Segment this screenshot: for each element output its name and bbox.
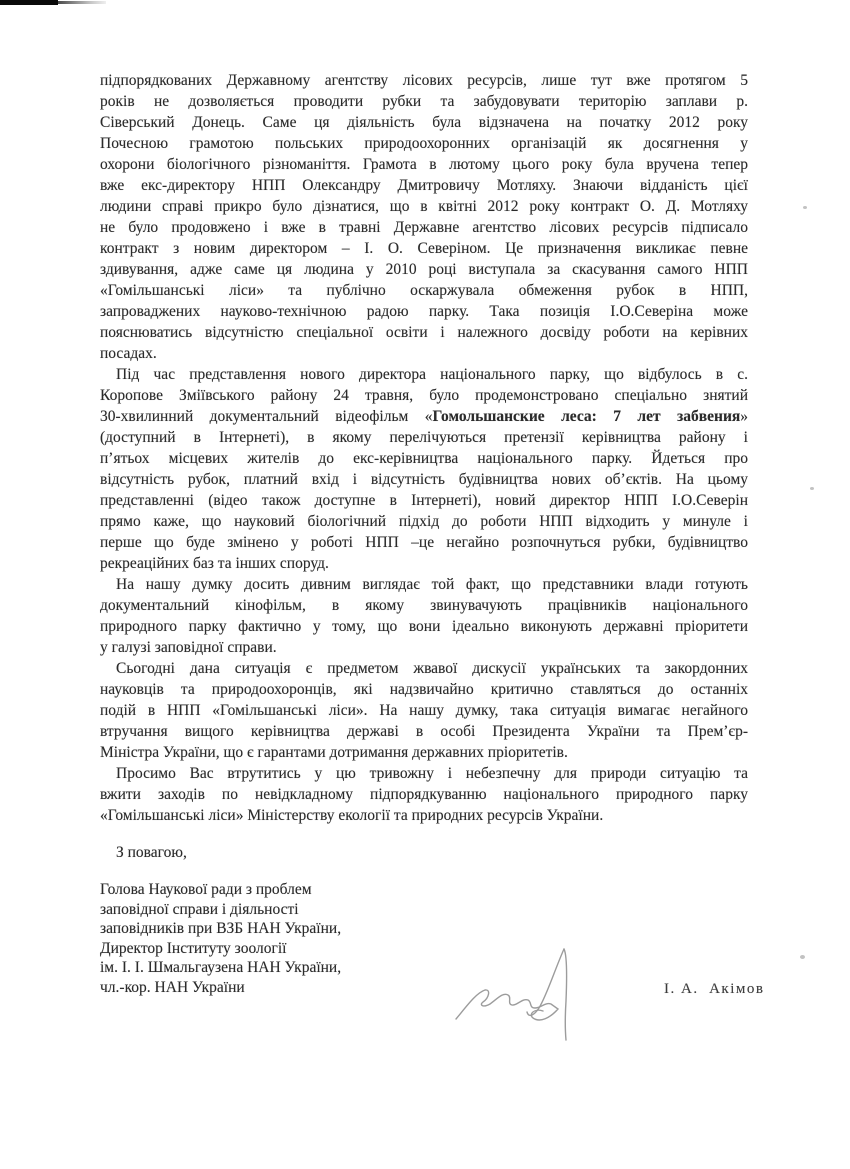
- signature-block-line: ім. І. І. Шмальгаузена НАН України,: [100, 959, 342, 976]
- text-line: перше що буде змінено у роботі НПП –це негайно розпочнуться рубки, будівництво: [100, 534, 748, 551]
- text-line: відсутність рубок, платний вхід і відсутність будівництва нових об’єктів. На цьому: [100, 471, 748, 488]
- text-line: контракт з новим директором – І. О. Северіном. Це призначення викликає певне: [100, 240, 748, 257]
- text-line: посадах.: [100, 345, 157, 362]
- text-line: документальний кінофільм, в якому звинувачують працівників національного: [100, 597, 748, 614]
- text-line: не було продовжено і вже в травні Державне агентство лісових ресурсів підписало: [100, 219, 748, 236]
- scan-speck: [800, 955, 805, 959]
- text-line: подій в НПП «Гомільшанські ліси». На нашу думку, така ситуація вимагає негайного: [100, 702, 748, 719]
- text-line: (доступний в Інтернеті), в якому перелічуються претензії керівництва району і: [100, 429, 748, 446]
- signature-block-line: Голова Наукової ради з проблем: [100, 881, 312, 898]
- text-line: представленні (відео також доступне в Інтернеті), новий директор НПП І.О.Северін: [100, 492, 748, 509]
- paragraph: [100, 574, 748, 658]
- text-line: Сіверський Донець. Саме ця діяльність була відзначена на початку 2012 року: [100, 114, 748, 131]
- signature-block-line: заповідної справи і діяльності: [100, 900, 299, 918]
- text-line: пояснюватись відсутністю спеціальної освіти і належного досвіду роботи на керівних: [100, 324, 748, 341]
- scan-artifact-mark: [0, 0, 58, 5]
- text-line: вжити заходів по невідкладному підпорядкуванню національного природного парку: [100, 786, 748, 803]
- text-line: прямо каже, що науковий біологічний підхід до роботи НПП відходить у минуле і: [100, 513, 748, 530]
- signatory-name: І. А. Акімов: [664, 981, 765, 997]
- text-line: втручання вищого керівництва державі в особі Президента України та Прем’єр-: [100, 723, 748, 740]
- text-line: науковців та природоохоронців, які надзвичайно критично ставляться до останніх: [100, 681, 748, 698]
- text-line: у галузі заповідної справи.: [100, 639, 277, 656]
- signature-block-line: заповідників при ВЗБ НАН України,: [100, 920, 342, 937]
- text-line: «Гомільшанські ліси» та публічно оскаржувала обмеження рубок в НПП,: [100, 282, 748, 299]
- text-line: вже екс-директору НПП Олександру Дмитровичу Мотляху. Знаючи відданість цієї: [100, 177, 748, 194]
- text-line: охорони біологічного різноманіття. Грамота в лютому цього року була вручена тепер: [100, 156, 748, 173]
- closing-salutation: З повагою,: [116, 844, 187, 861]
- paragraph: [100, 658, 748, 763]
- text-line: На нашу думку досить дивним виглядає той факт, що представники влади готують: [116, 576, 748, 593]
- text-line: п’ятьох місцевих жителів до екс-керівництва національного парку. Йдеться про: [100, 450, 748, 467]
- text-line: здивування, адже саме ця людина у 2010 році виступала за скасування самого НПП: [100, 261, 748, 278]
- handwritten-signature: [452, 945, 592, 1045]
- text-line: Міністра України, що є гарантами дотримання державних пріоритетів.: [100, 744, 568, 761]
- signature-block-line: Директор Інституту зоології: [100, 939, 287, 957]
- scan-artifact-fade: [58, 1, 106, 4]
- text-line: запроваджених науково-технічною радою парку. Така позиція І.О.Северіна може: [100, 303, 748, 320]
- text-line: Під час представлення нового директора національного парку, що відбулось в с.: [116, 366, 748, 383]
- signature-block-line: чл.-кор. НАН України: [100, 978, 245, 996]
- text-line: підпорядкованих Державному агентству лісових ресурсів, лише тут вже протягом 5: [100, 72, 748, 89]
- letter-region: [100, 70, 748, 997]
- text-line: 30-хвилинний документальний відеофільм «Гомольшанские леса: 7 лет забвения»: [100, 408, 749, 425]
- text-line: Коропове Зміївського району 24 травня, було продемонстровано спеціально знятий: [100, 387, 748, 404]
- paragraph: [100, 364, 748, 574]
- text-line: Почесною грамотою польських природоохоронних організацій як досягнення у: [100, 135, 748, 152]
- scan-speck: [803, 206, 807, 209]
- text-line: років не дозволяється проводити рубки та забудовувати територію заплави р.: [100, 93, 748, 110]
- paragraph: [100, 70, 748, 364]
- signature-block: [100, 880, 748, 997]
- text-line: «Гомільшанські ліси» Міністерству екології та природних ресурсів України.: [100, 807, 604, 824]
- paragraph: [100, 763, 748, 826]
- scan-speck: [810, 487, 814, 490]
- text-line: рекреаційних баз та інших споруд.: [100, 555, 329, 572]
- letter-body: [100, 70, 748, 826]
- text-line: природного парку фактично у тому, що вони ідеально виконують державні пріоритети: [100, 618, 748, 635]
- text-line: людини справі прикро було дізнатися, що в квітні 2012 року контракт О. Д. Мотляху: [100, 198, 748, 215]
- text-line: Сьогодні дана ситуація є предметом жвавої дискусії українських та закордонних: [116, 660, 748, 677]
- text-line: Просимо Вас втрутитись у цю тривожну і небезпечну для природи ситуацію та: [116, 765, 748, 782]
